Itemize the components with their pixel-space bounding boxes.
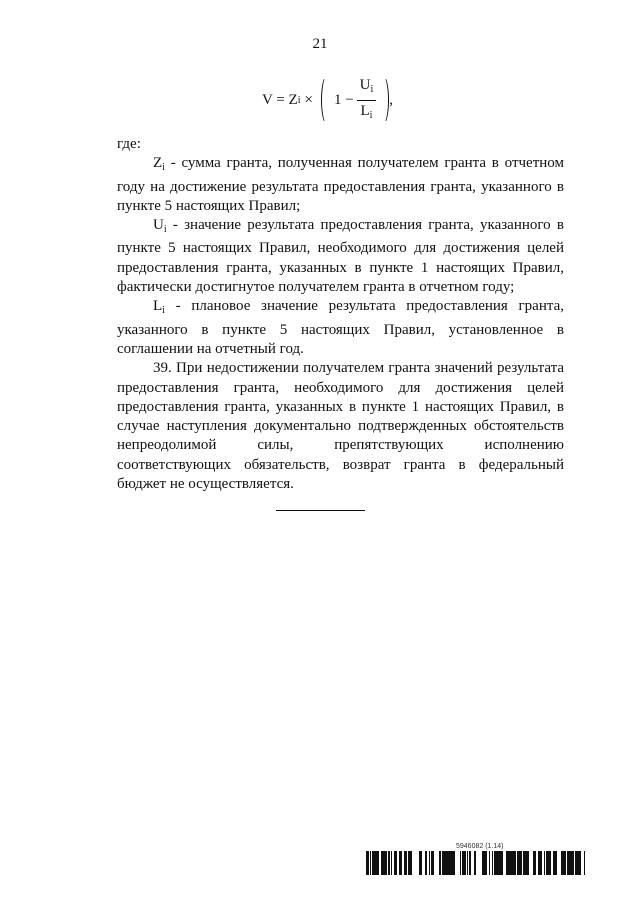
definition-l: [117, 297, 564, 359]
formula-denominator: [357, 101, 375, 125]
definition-subscript: i: [162, 162, 165, 174]
definition-text: - значение результата предоставления гранта, указанного в пункте 5 настоящих Правил, необходимого для достижения целей предоставления гранта, указанных в пункте 1 настоящих Правил, фактически достигнутое получателем гранта в отчетном году;: [117, 217, 564, 296]
end-separator: [276, 510, 365, 511]
formula-tail: ,: [389, 91, 394, 108]
formula-right-paren: [378, 76, 389, 124]
definition-subscript: i: [162, 305, 165, 317]
definition-symbol: Z: [153, 155, 163, 172]
barcode: [366, 851, 588, 875]
formula-lhs: V = Z: [262, 91, 298, 108]
definition-symbol: L: [153, 298, 163, 315]
definition-z: [117, 154, 564, 216]
definition-u: [117, 216, 564, 297]
formula-times: ×: [304, 91, 313, 108]
formula-lhs-subscript: i: [297, 94, 301, 106]
clause-39: 39. При недостижении получателем гранта значений результата предоставления гранта, необходимого для достижения целей предоставления гранта, указанных в пункте 1 настоящих Правил, в случае наступления документально подтвержденных обстоятельств непреодолимой силы, препятствующих исполнению соответствующих обязательств, возврат гранта в федеральный бюджет не осуществляется.: [117, 360, 564, 493]
document-code: 5946082 (1.14): [456, 843, 504, 850]
definition-subscript: i: [163, 224, 167, 236]
grant-return-formula: [262, 76, 393, 124]
where-label: где:: [117, 136, 141, 152]
denominator-subscript: i: [369, 109, 373, 121]
definition-text: - плановое значение результата предоставления гранта, указанного в пункте 5 настоящих Правил, установленное в соглашении на отчетный год.: [117, 298, 564, 357]
document-body: [117, 135, 564, 494]
formula-numerator: [357, 76, 377, 101]
formula-one-minus: 1 −: [333, 91, 354, 108]
page-number: 21: [312, 36, 328, 52]
formula-left-paren: [321, 76, 332, 124]
formula-fraction: [357, 76, 377, 125]
denominator-symbol: L: [360, 102, 370, 119]
definition-text: - сумма гранта, полученная получателем гранта в отчетном году на достижение результата предоставления гранта, указанного в пункте 5 настоящих Правил;: [117, 155, 564, 214]
definition-symbol: U: [153, 217, 164, 234]
numerator-symbol: U: [359, 76, 371, 93]
numerator-subscript: i: [370, 83, 374, 95]
